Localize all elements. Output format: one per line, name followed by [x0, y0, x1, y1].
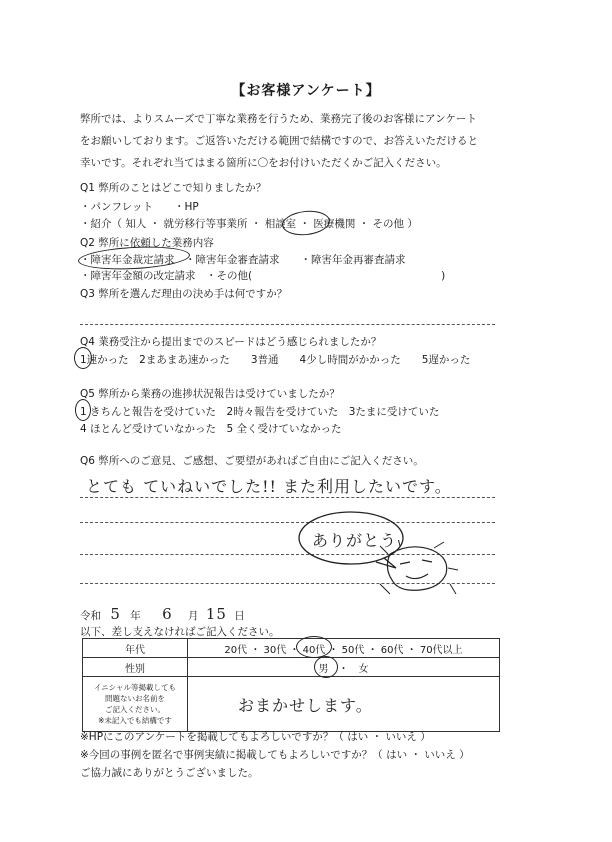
date-line [80, 605, 245, 623]
name-label-note: ※未記入でも結構です [98, 716, 172, 725]
optional-note: 以下、差し支えなければご記入ください。 [80, 626, 280, 638]
age-answer-circle [296, 636, 332, 658]
date-era: 令和 [80, 610, 101, 622]
date-month-unit: 月 [187, 610, 199, 622]
q5-answer-circle [75, 399, 91, 421]
q6-answer-line-1 [80, 497, 495, 498]
date-year: 5 [110, 605, 121, 623]
name-label-line: イニシャル等掲載しても [93, 683, 177, 692]
name-answer-cell [188, 677, 500, 732]
intro-text [80, 108, 530, 174]
q6-handwritten-answer: とても ていねいでした!! また利用したいです。 [86, 477, 452, 496]
q4-options: 1速かった 2まあまあ速かった 3普通 4少し時間がかかった 5遅かった [80, 354, 471, 366]
name-label-line: 問題ないお名前を [105, 694, 165, 703]
name-label [83, 677, 188, 732]
footer-hp-consent: ※HPにこのアンケートを掲載してもよろしいですか？（ はい ・ いいえ ） [80, 731, 431, 743]
age-options: 20代 ・ 30代 ・ 40代 ・ 50代 ・ 60代 ・ 70代以上 [188, 639, 500, 658]
footer-thanks: ご協力誠にありがとうございました。 [80, 767, 259, 779]
footer-anonymous-consent: ※今回の事例を匿名で事例実績に掲載してもよろしいですか？（ はい ・ いいえ ） [80, 749, 470, 761]
q4-question: Q4 業務受注から提出までのスピードはどう感じられましたか？ [80, 336, 382, 348]
date-month: 6 [162, 605, 173, 623]
thanks-handwritten: ありがとう [312, 531, 398, 550]
name-handwritten-answer: おまかせします。 [238, 695, 373, 715]
table-row-age [83, 639, 500, 658]
date-year-unit: 年 [130, 610, 141, 622]
q5-options-row1: 1 きちんと報告を受けていた 2時々報告を受けていた 3たまに受けていた [80, 406, 440, 418]
q6-answer-line-2 [80, 522, 495, 523]
age-label: 年代 [83, 639, 188, 658]
q2-options-row2: ・障害年金額の改定請求 ・その他( ) [80, 270, 446, 282]
q6-question: Q6 弊所へのご意見、ご感想、ご要望があればご自由にご記入ください。 [80, 455, 424, 467]
intro-line: をお願いしております。ご返答いただける範囲で結構ですので、お答えいただけると [80, 135, 478, 147]
date-day: 15 [205, 605, 227, 623]
q1-options-row2: ・紹介（ 知人 ・ 就労移行等事業所 ・ 相談室 ・ 医療機関 ・ その他 ） [80, 218, 418, 230]
table-row-gender [83, 658, 500, 677]
intro-line: 幸いです。それぞれ当てはまる箇所に〇をお付けいただくかご記入ください。 [80, 157, 447, 169]
q2-question: Q2 弊所に依頼した業務内容 [80, 237, 214, 249]
respondent-info-table [82, 638, 500, 732]
q5-options-row2: 4 ほとんど受けていなかった 5 全く受けていなかった [80, 423, 342, 435]
name-label-line: ご記入ください。 [105, 705, 165, 714]
gender-label: 性別 [83, 658, 188, 677]
q1-answer-circle [281, 209, 331, 238]
table-row-name [83, 677, 500, 732]
q1-question: Q1 弊所のことはどこで知りましたか？ [80, 182, 267, 194]
page-title: 【お客様アンケート】 [231, 83, 381, 99]
gender-options: 男 ・ 女 [188, 658, 500, 677]
q1-options-row1: ・パンフレット ・HP [80, 201, 199, 213]
q3-question: Q3 弊所を選んだ理由の決め手は何ですか？ [80, 288, 288, 300]
q4-answer-circle [74, 347, 92, 369]
date-day-unit: 日 [234, 610, 245, 622]
q5-question: Q5 弊所から業務の進捗状況報告は受けていましたか？ [80, 388, 340, 400]
q2-options-row1: ・障害年金裁定請求 ・障害年金審査請求 ・障害年金再審査請求 [80, 254, 406, 266]
q3-answer-line [80, 324, 495, 325]
gender-answer-circle [314, 656, 338, 678]
intro-line: 弊所では、よりスムーズで丁寧な業務を行うため、業務完了後のお客様にアンケート [80, 113, 477, 125]
doodle-drawing-icon [370, 540, 460, 595]
